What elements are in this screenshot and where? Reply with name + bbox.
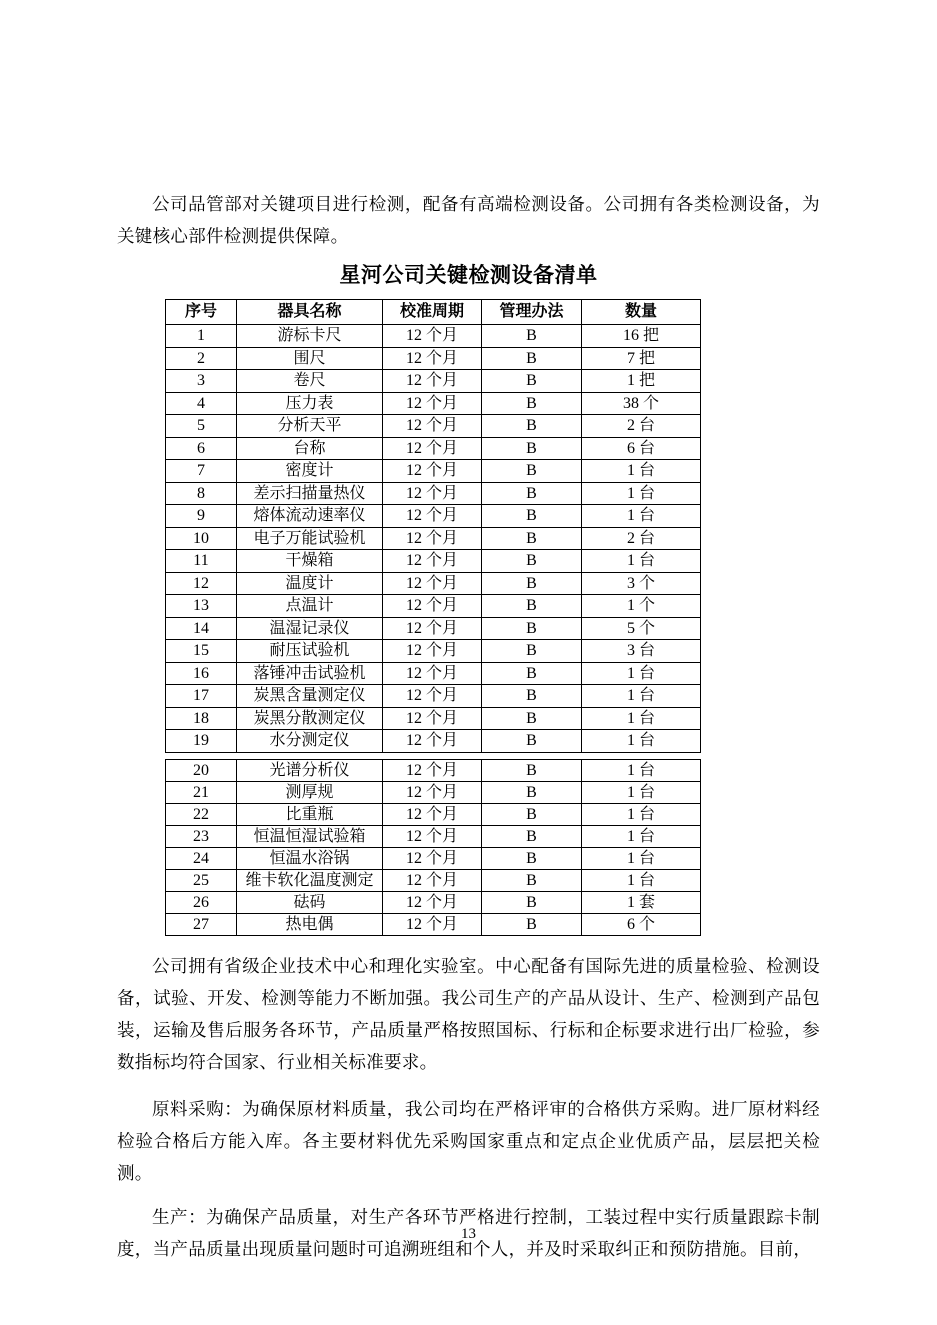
table-cell: B [482, 482, 582, 505]
table-row [166, 685, 701, 708]
table-cell: 3 个 [582, 572, 701, 595]
table-cell: 落锤冲击试验机 [237, 662, 383, 685]
table-cell: B [482, 437, 582, 460]
table-cell: 4 [166, 392, 237, 415]
equipment-table-rows-1-19 [166, 325, 701, 753]
table-cell: 比重瓶 [237, 803, 383, 825]
table-cell: 1 台 [582, 847, 701, 869]
column-header: 数量 [582, 300, 701, 325]
table-cell: B [482, 869, 582, 891]
equipment-table [165, 299, 700, 936]
table-row [166, 913, 701, 935]
table-cell: 23 [166, 825, 237, 847]
table-cell: B [482, 759, 582, 781]
table-cell: 1 把 [582, 370, 701, 393]
table-cell: B [482, 640, 582, 663]
table-cell: 13 [166, 595, 237, 618]
table-cell: 1 个 [582, 595, 701, 618]
table-row [166, 662, 701, 685]
table-cell: 19 [166, 730, 237, 753]
table-row [166, 415, 701, 438]
table-cell: 38 个 [582, 392, 701, 415]
table-cell: 1 套 [582, 891, 701, 913]
table-cell: 压力表 [237, 392, 383, 415]
table-row [166, 640, 701, 663]
table-cell: B [482, 803, 582, 825]
table-cell: 12 个月 [383, 595, 482, 618]
table-cell: 21 [166, 781, 237, 803]
table-cell: 1 台 [582, 759, 701, 781]
table-cell: B [482, 617, 582, 640]
table-cell: 炭黑含量测定仪 [237, 685, 383, 708]
table-row [166, 460, 701, 483]
equipment-table-rows-20-27 [166, 759, 701, 935]
table-cell: 5 个 [582, 617, 701, 640]
table-cell: 点温计 [237, 595, 383, 618]
column-header: 序号 [166, 300, 237, 325]
table-cell: 12 个月 [383, 437, 482, 460]
table-cell: 恒温水浴锅 [237, 847, 383, 869]
table-cell: B [482, 847, 582, 869]
table-cell: B [482, 781, 582, 803]
table-cell: 1 台 [582, 460, 701, 483]
table-cell: 2 [166, 347, 237, 370]
table-row [166, 781, 701, 803]
table-cell: B [482, 891, 582, 913]
table-row [166, 437, 701, 460]
table-cell: 22 [166, 803, 237, 825]
table-cell: 18 [166, 707, 237, 730]
table-cell: 2 台 [582, 527, 701, 550]
table-cell: 1 [166, 325, 237, 348]
equipment-table-part1 [165, 299, 701, 753]
table-cell: 12 [166, 572, 237, 595]
table-row [166, 505, 701, 528]
table-cell: B [482, 392, 582, 415]
column-header: 器具名称 [237, 300, 383, 325]
table-cell: 差示扫描量热仪 [237, 482, 383, 505]
table-row [166, 847, 701, 869]
table-cell: 12 个月 [383, 572, 482, 595]
table-row [166, 869, 701, 891]
table-row [166, 617, 701, 640]
table-cell: 9 [166, 505, 237, 528]
table-header-row [166, 300, 701, 325]
table-cell: 6 个 [582, 913, 701, 935]
table-cell: B [482, 707, 582, 730]
table-cell: 12 个月 [383, 803, 482, 825]
table-row [166, 527, 701, 550]
table-cell: 2 台 [582, 415, 701, 438]
table-cell: B [482, 730, 582, 753]
table-cell: 热电偶 [237, 913, 383, 935]
table-cell: 1 台 [582, 550, 701, 573]
table-cell: 1 台 [582, 781, 701, 803]
intro-paragraph: 公司品管部对关键项目进行检测，配备有高端检测设备。公司拥有各类检测设备，为关键核心部件检测提供保障。 [117, 194, 820, 246]
table-cell: 16 [166, 662, 237, 685]
table-cell: 3 台 [582, 640, 701, 663]
table-cell: B [482, 505, 582, 528]
table-cell: 12 个月 [383, 392, 482, 415]
table-cell: 台称 [237, 437, 383, 460]
column-header: 管理办法 [482, 300, 582, 325]
table-cell: B [482, 662, 582, 685]
column-header: 校准周期 [383, 300, 482, 325]
table-cell: 17 [166, 685, 237, 708]
table-cell: 游标卡尺 [237, 325, 383, 348]
table-cell: 12 个月 [383, 913, 482, 935]
table-cell: B [482, 460, 582, 483]
table-row [166, 759, 701, 781]
table-cell: 炭黑分散测定仪 [237, 707, 383, 730]
table-cell: 27 [166, 913, 237, 935]
table-row [166, 392, 701, 415]
table-cell: 恒温恒湿试验箱 [237, 825, 383, 847]
table-cell: 1 台 [582, 707, 701, 730]
table-cell: B [482, 527, 582, 550]
table-cell: 12 个月 [383, 415, 482, 438]
table-cell: 电子万能试验机 [237, 527, 383, 550]
table-cell: 25 [166, 869, 237, 891]
table-cell: 围尺 [237, 347, 383, 370]
table-row [166, 803, 701, 825]
table-cell: 12 个月 [383, 730, 482, 753]
table-row [166, 707, 701, 730]
table-cell: 分析天平 [237, 415, 383, 438]
table-cell: 6 [166, 437, 237, 460]
table-cell: 1 台 [582, 685, 701, 708]
table-cell: 12 个月 [383, 685, 482, 708]
table-cell: 1 台 [582, 869, 701, 891]
table-row [166, 370, 701, 393]
table-cell: 12 个月 [383, 482, 482, 505]
table-cell: 水分测定仪 [237, 730, 383, 753]
table-cell: B [482, 550, 582, 573]
table-cell: 5 [166, 415, 237, 438]
table-cell: 8 [166, 482, 237, 505]
table-cell: 温度计 [237, 572, 383, 595]
table-cell: B [482, 325, 582, 348]
table-cell: 卷尺 [237, 370, 383, 393]
table-row [166, 595, 701, 618]
table-title: 星河公司关键检测设备清单 [339, 263, 598, 287]
table-cell: 12 个月 [383, 460, 482, 483]
table-row [166, 572, 701, 595]
table-cell: B [482, 370, 582, 393]
table-cell: 3 [166, 370, 237, 393]
table-cell: B [482, 572, 582, 595]
table-cell: 15 [166, 640, 237, 663]
table-cell: 16 把 [582, 325, 701, 348]
table-cell: 12 个月 [383, 707, 482, 730]
table-cell: 温湿记录仪 [237, 617, 383, 640]
table-cell: 12 个月 [383, 869, 482, 891]
procurement-paragraph: 原料采购：为确保原材料质量，我公司均在严格评审的合格供方采购。进厂原材料经检验合格后方能入库。各主要材料优先采购国家重点和定点企业优质产品，层层把关检测。 [117, 1098, 820, 1183]
table-cell: 12 个月 [383, 527, 482, 550]
table-cell: 12 个月 [383, 505, 482, 528]
table-cell: 密度计 [237, 460, 383, 483]
table-cell: 1 台 [582, 730, 701, 753]
table-row [166, 347, 701, 370]
table-row [166, 325, 701, 348]
table-cell: 10 [166, 527, 237, 550]
table-cell: 12 个月 [383, 891, 482, 913]
table-cell: 测厚规 [237, 781, 383, 803]
table-row [166, 891, 701, 913]
table-cell: 12 个月 [383, 781, 482, 803]
table-cell: 12 个月 [383, 662, 482, 685]
table-row [166, 730, 701, 753]
table-cell: B [482, 685, 582, 708]
table-cell: 1 台 [582, 662, 701, 685]
table-cell: 干燥箱 [237, 550, 383, 573]
table-cell: 维卡软化温度测定 [237, 869, 383, 891]
table-cell: 熔体流动速率仪 [237, 505, 383, 528]
table-cell: 11 [166, 550, 237, 573]
table-cell: 12 个月 [383, 825, 482, 847]
table-cell: B [482, 347, 582, 370]
table-cell: 12 个月 [383, 370, 482, 393]
page-number: 13 [461, 1226, 476, 1242]
table-cell: 7 [166, 460, 237, 483]
table-cell: 6 台 [582, 437, 701, 460]
table-cell: 26 [166, 891, 237, 913]
table-cell: B [482, 595, 582, 618]
equipment-table-header [166, 300, 701, 325]
table-cell: B [482, 913, 582, 935]
table-cell: 14 [166, 617, 237, 640]
table-cell: 12 个月 [383, 550, 482, 573]
table-cell: 砝码 [237, 891, 383, 913]
table-row [166, 482, 701, 505]
table-cell: 耐压试验机 [237, 640, 383, 663]
table-cell: 20 [166, 759, 237, 781]
table-cell: 12 个月 [383, 347, 482, 370]
table-cell: B [482, 825, 582, 847]
table-cell: 7 把 [582, 347, 701, 370]
table-cell: 12 个月 [383, 759, 482, 781]
table-row [166, 550, 701, 573]
table-cell: 12 个月 [383, 617, 482, 640]
table-cell: B [482, 415, 582, 438]
capability-paragraph: 公司拥有省级企业技术中心和理化实验室。中心配备有国际先进的质量检验、检测设备，试验、开发、检测等能力不断加强。我公司生产的产品从设计、生产、检测到产品包装，运输及售后服务各环节，产品质量严格按照国标、行标和企标要求进行出厂检验，参数指标均符合国家、行业相关标准要求。 [117, 955, 820, 1072]
table-cell: 12 个月 [383, 847, 482, 869]
table-cell: 1 台 [582, 505, 701, 528]
table-cell: 24 [166, 847, 237, 869]
production-paragraph: 生产：为确保产品质量，对生产各环节严格进行控制，工装过程中实行质量跟踪卡制度，当产品质量出现质量问题时可追溯班组和个人，并及时采取纠正和预防措施。目前， [117, 1206, 820, 1259]
table-cell: 1 台 [582, 825, 701, 847]
table-cell: 12 个月 [383, 640, 482, 663]
table-cell: 1 台 [582, 803, 701, 825]
table-row [166, 825, 701, 847]
table-cell: 12 个月 [383, 325, 482, 348]
table-cell: 1 台 [582, 482, 701, 505]
equipment-table-part2 [165, 759, 701, 936]
table-cell: 光谱分析仪 [237, 759, 383, 781]
